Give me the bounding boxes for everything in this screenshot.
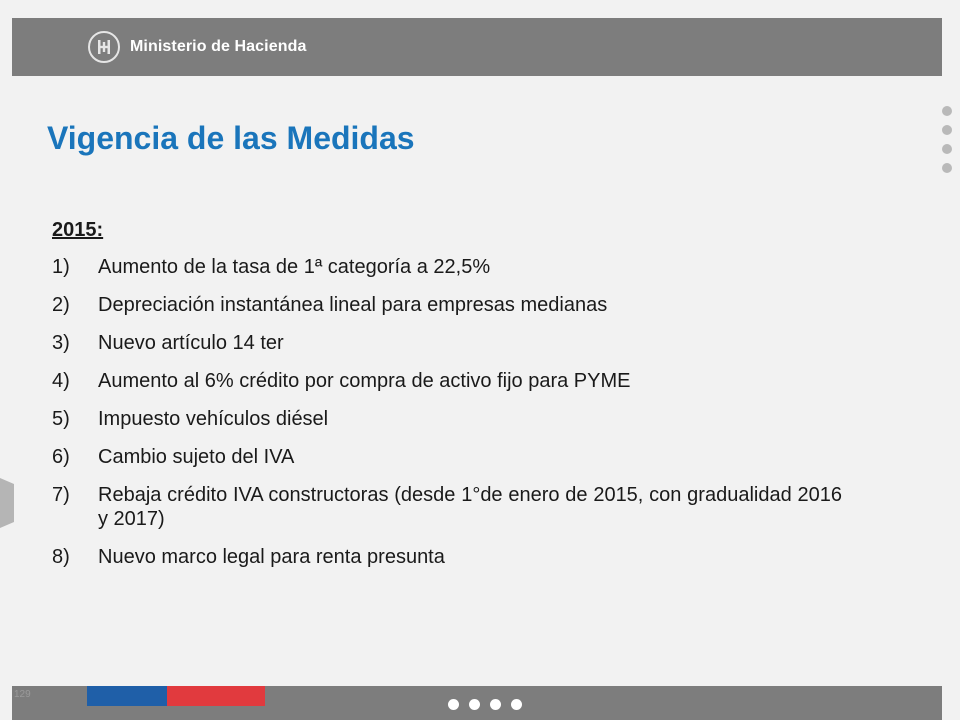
list-item <box>52 331 842 355</box>
item-number: 2) <box>52 294 70 316</box>
footer-dot-icon <box>490 699 501 710</box>
list-item <box>52 483 842 531</box>
list-item <box>52 407 842 431</box>
page-number: 129 <box>14 689 31 700</box>
list-item <box>52 445 842 469</box>
flag-stripe-red <box>167 686 265 706</box>
item-text: Depreciación instantánea lineal para empresas medianas <box>98 294 608 316</box>
side-dot-icon <box>942 144 952 154</box>
item-number: 4) <box>52 370 70 392</box>
list-item <box>52 255 842 279</box>
ministry-seal-icon <box>88 31 120 63</box>
side-dot-icon <box>942 125 952 135</box>
side-dot-icon <box>942 106 952 116</box>
item-text: Cambio sujeto del IVA <box>98 446 295 468</box>
item-text: Aumento de la tasa de 1ª categoría a 22,5% <box>98 256 491 278</box>
item-number: 5) <box>52 408 70 430</box>
slide-title: Vigencia de las Medidas <box>47 120 415 156</box>
item-number: 3) <box>52 332 70 354</box>
item-text: Aumento al 6% crédito por compra de activo fijo para PYME <box>98 370 631 392</box>
ministry-logo <box>88 26 306 68</box>
slide-content <box>52 218 842 583</box>
item-text: Impuesto vehículos diésel <box>98 408 329 430</box>
measures-list <box>52 255 842 569</box>
item-text: Nuevo artículo 14 ter <box>98 332 284 354</box>
list-item <box>52 545 842 569</box>
footer-dot-icon <box>469 699 480 710</box>
item-number: 8) <box>52 546 70 568</box>
item-text: Rebaja crédito IVA constructoras (desde 1°de enero de 2015, con gradualidad 2016 y 2017) <box>98 484 842 530</box>
footer-dots-decoration <box>448 699 532 710</box>
item-text: Nuevo marco legal para renta presunta <box>98 546 445 568</box>
item-number: 1) <box>52 256 70 278</box>
footer-dot-icon <box>448 699 459 710</box>
year-heading: 2015: <box>52 219 104 241</box>
side-dots-decoration <box>942 106 956 182</box>
left-tab-decoration <box>0 478 14 528</box>
footer-dot-icon <box>511 699 522 710</box>
item-number: 6) <box>52 446 70 468</box>
ministry-name: Ministerio de Hacienda <box>130 38 307 55</box>
item-number: 7) <box>52 484 70 506</box>
side-dot-icon <box>942 163 952 173</box>
header-bar <box>12 18 942 76</box>
list-item <box>52 369 842 393</box>
flag-stripe-blue <box>87 686 167 706</box>
list-item <box>52 293 842 317</box>
